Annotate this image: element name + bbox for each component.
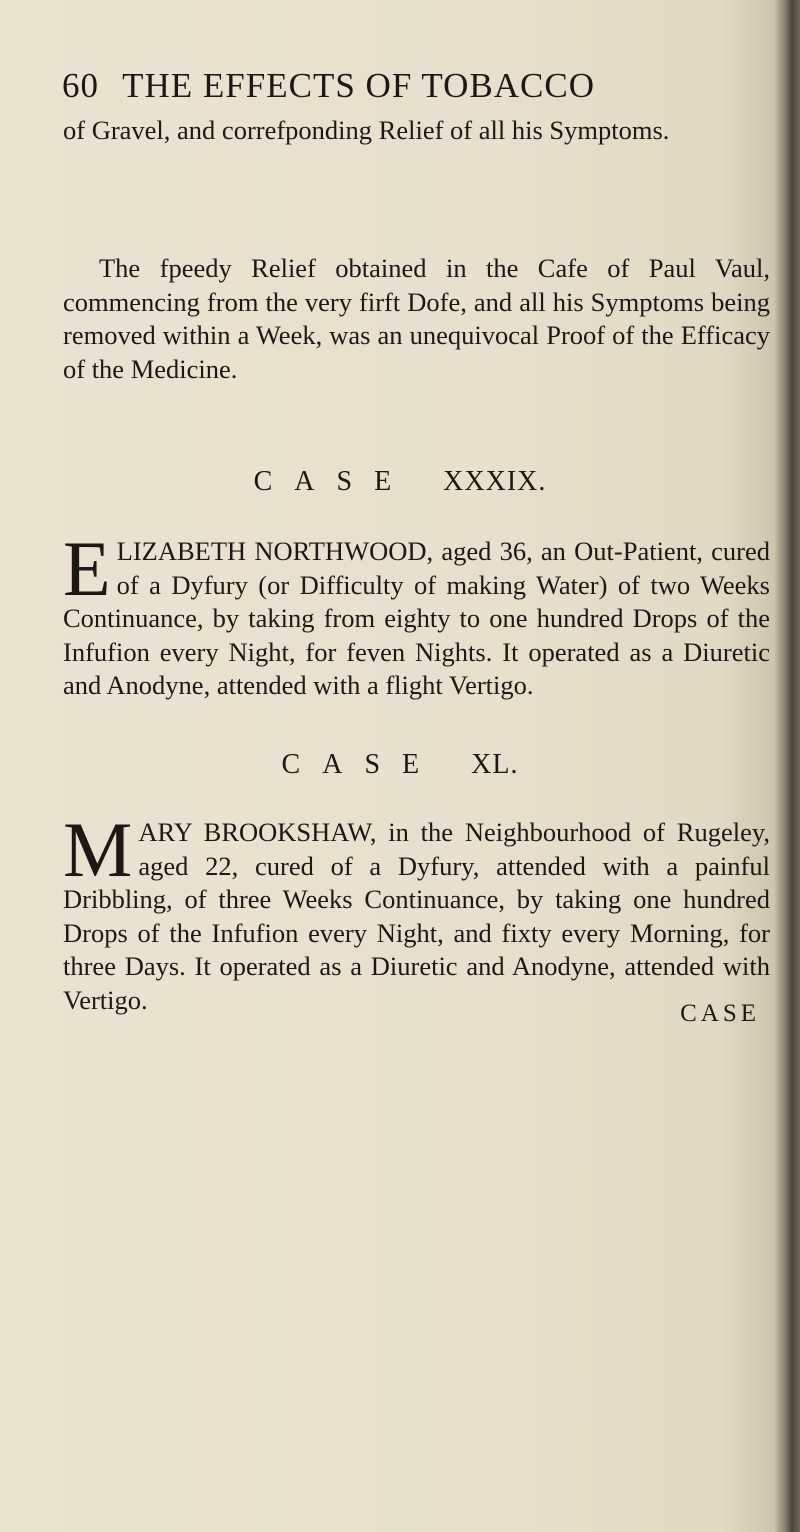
case-40-numeral: XL. — [471, 749, 519, 780]
case-39-numeral: XXXIX. — [443, 466, 547, 497]
continuation-paragraph: of Gravel, and correfponding Relief of all his Symptoms. — [63, 115, 670, 145]
summary-paragraph: The fpeedy Relief obtained in the Cafe of Paul Vaul, commencing from the very firft Dofe, and all his Symptoms being removed within a Week, was an unequivocal Proof of the Efficacy of the Medicine. — [63, 253, 770, 384]
page-number: 60 — [62, 66, 99, 105]
catchword: CASE — [680, 1000, 760, 1027]
running-head — [62, 66, 595, 106]
case-39-label: CASE — [253, 466, 414, 497]
case-40-paragraph — [63, 806, 770, 1017]
case-39-drop-cap: E — [63, 525, 111, 612]
case-39-paragraph — [63, 525, 770, 703]
case-40-text: ARY BROOKSHAW, in the Neighbourhood of Rugeley, aged 22, cured of a Dyfury, attended with a painful Dribbling, of three Weeks Continuance, by taking one hundred Drops of the Infufion every Night, and fixty every Morning, for three Days. It operated as a Diuretic and Anodyne, attended with Vertigo. — [63, 817, 770, 1015]
case-39-text: LIZABETH NORTHWOOD, aged 36, an Out-Patient, cured of a Dyfury (or Difficulty of making Water) of two Weeks Continuance, by taking from eighty to one hundred Drops of the Infufion every Night, for feven Nights. It operated as a Diuretic and Anodyne, attended with a flight Vertigo. — [63, 536, 770, 700]
case-40-label: CASE — [281, 749, 442, 780]
case-39-heading — [0, 466, 800, 498]
case-40-drop-cap: M — [63, 806, 133, 893]
running-title: THE EFFECTS OF TOBACCO — [122, 66, 596, 105]
case-40-heading — [0, 749, 800, 781]
